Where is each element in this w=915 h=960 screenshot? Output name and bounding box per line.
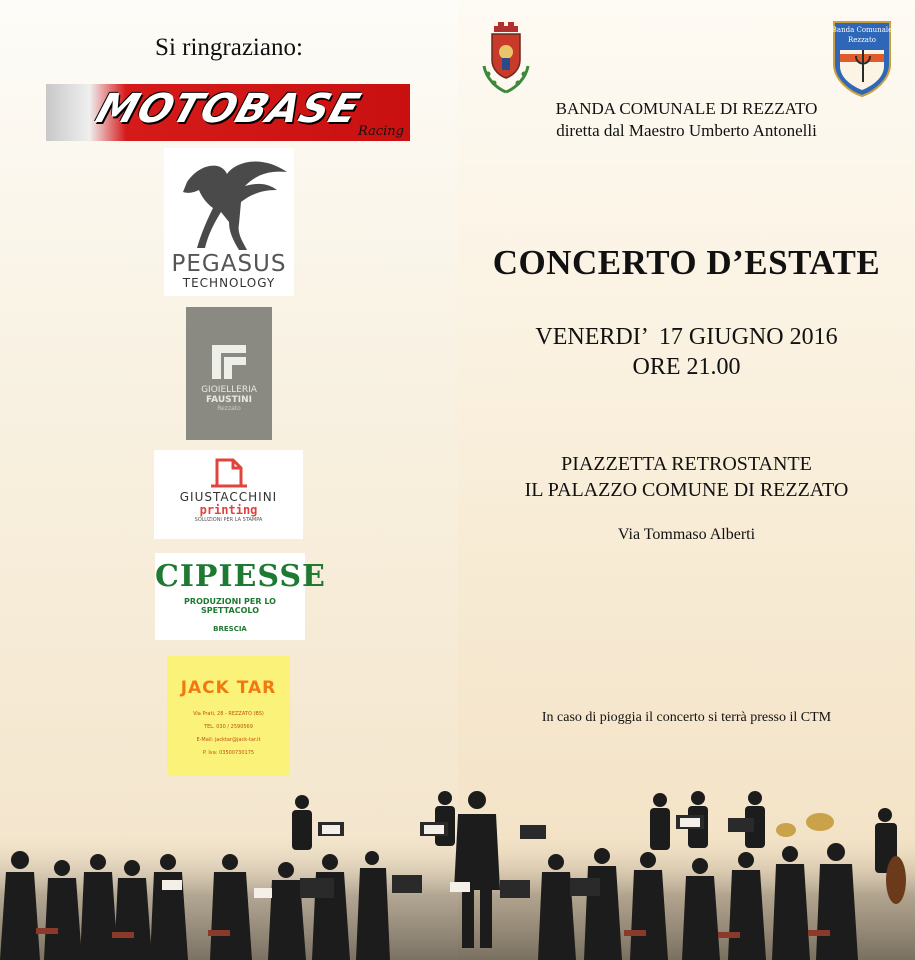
band-info <box>458 98 915 142</box>
band-badge-line1: Banda Comunale <box>832 26 892 34</box>
sponsor-logo-giustacchini <box>154 450 303 539</box>
cipiesse-city: BRESCIA <box>213 625 247 633</box>
giustacchini-document-icon <box>211 458 247 488</box>
cipiesse-name: CIPIESSE <box>155 559 326 594</box>
sponsor-logo-jacktar <box>167 656 290 775</box>
event-date: VENERDI’ 17 GIUGNO 2016 <box>535 324 838 350</box>
pegasus-horse-icon <box>169 152 289 252</box>
faustini-line3: Rezzato <box>217 405 241 412</box>
motobase-name: MOTOBASE <box>90 86 367 132</box>
event-street: Via Tommaso Alberti <box>617 526 756 543</box>
jacktar-vat: P. Iva: 03500730175 <box>202 750 255 756</box>
giustacchini-name: GIUSTACCHINI <box>179 490 278 504</box>
jacktar-phone: TEL. 030 / 2590569 <box>204 724 253 730</box>
rain-note: In caso di pioggia il concerto si terrà presso il CTM <box>541 710 832 725</box>
jacktar-address: Via Prati, 28 - REZZATO (BS) <box>193 711 264 717</box>
event-title: CONCERTO D’ESTATE <box>492 243 881 282</box>
pegasus-name: PEGASUS <box>171 251 287 277</box>
faustini-line2: FAUSTINI <box>206 395 252 405</box>
jacktar-email: E-Mail: jacktar@jack-tar.it <box>196 737 261 743</box>
band-conductor: diretta dal Maestro Umberto Antonelli <box>556 121 817 140</box>
municipal-crest-icon <box>478 20 534 98</box>
cipiesse-sub: PRODUZIONI PER LO SPETTACOLO <box>184 597 276 615</box>
event-time: ORE 21.00 <box>632 354 741 380</box>
event-place <box>458 451 915 503</box>
jacktar-name: JACK TAR <box>180 678 277 698</box>
faustini-line1: GIOIELLERIA <box>201 385 257 395</box>
pegasus-sub: TECHNOLOGY <box>182 276 276 290</box>
event-place-line2: IL PALAZZO COMUNE DI REZZATO <box>524 479 849 501</box>
event-datetime <box>458 322 915 382</box>
sponsors-heading: Si ringraziano: <box>155 34 303 61</box>
band-photo <box>0 770 915 960</box>
faustini-f-icon <box>210 343 248 381</box>
event-place-line1: PIAZZETTA RETROSTANTE <box>561 453 812 475</box>
sponsor-logo-pegasus <box>164 148 294 296</box>
band-name: BANDA COMUNALE DI REZZATO <box>555 99 818 118</box>
sponsor-logo-cipiesse <box>155 553 326 640</box>
giustacchini-sub: printing <box>199 503 258 517</box>
band-badge-icon <box>832 20 892 103</box>
motobase-sub: Racing <box>358 124 404 139</box>
giustacchini-tagline: SOLUZIONI PER LA STAMPA <box>194 517 263 523</box>
sponsor-logo-faustini <box>186 307 272 440</box>
band-badge-line2: Rezzato <box>848 36 876 44</box>
sponsor-logo-motobase <box>46 84 410 141</box>
